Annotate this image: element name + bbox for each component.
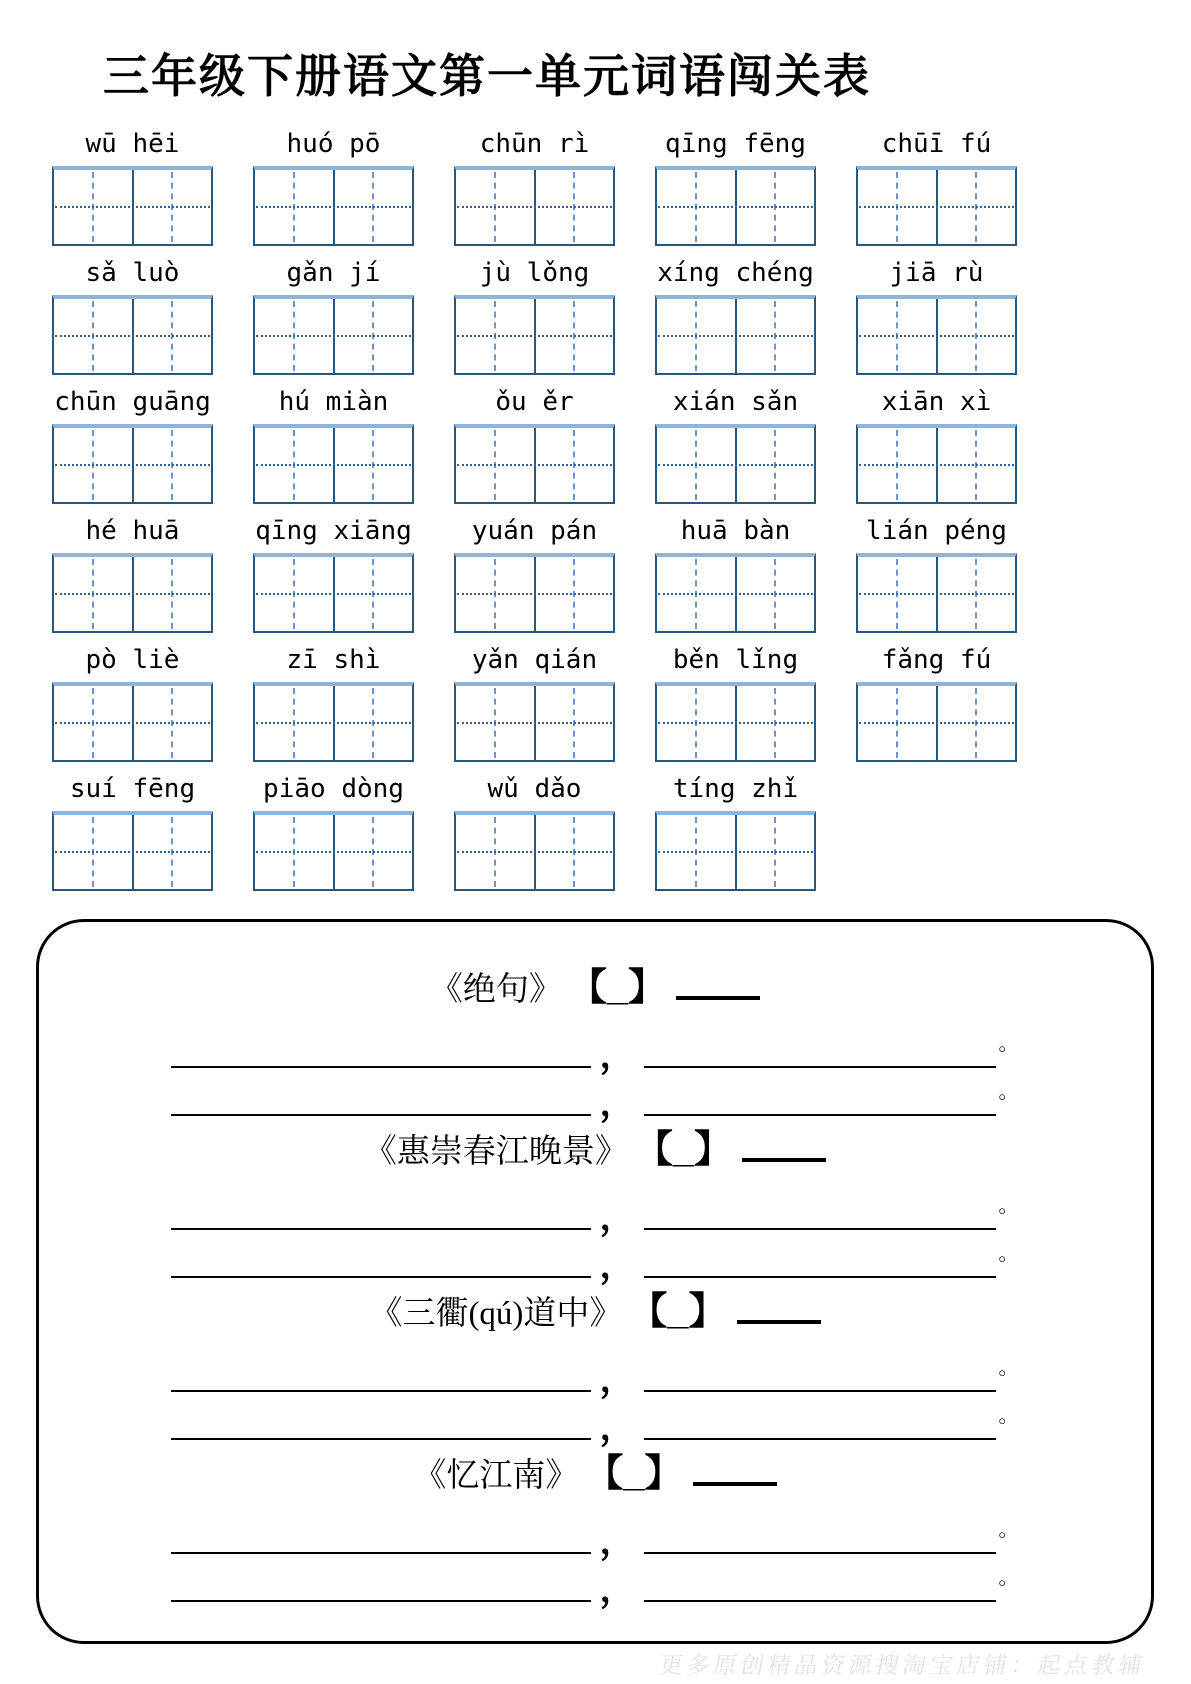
dynasty-bracket: 【_】 — [604, 1452, 683, 1495]
writing-cell[interactable] — [858, 170, 936, 244]
pinyin-label: zī shì — [286, 644, 381, 675]
word-unit — [655, 516, 816, 633]
writing-cell[interactable] — [735, 170, 815, 244]
pinyin-label: jù lǒng — [479, 257, 590, 288]
writing-cell[interactable] — [456, 557, 534, 631]
writing-cell[interactable] — [657, 815, 735, 889]
writing-cell[interactable] — [936, 299, 1016, 373]
pinyin-label: piāo dòng — [263, 773, 404, 804]
pinyin-label: yǎn qián — [471, 644, 598, 675]
writing-cell[interactable] — [858, 299, 936, 373]
word-unit — [253, 645, 414, 762]
pinyin-label: huó pō — [286, 128, 381, 159]
writing-cell[interactable] — [255, 170, 333, 244]
writing-grid[interactable] — [253, 295, 414, 375]
writing-cell[interactable] — [333, 299, 413, 373]
writing-cell[interactable] — [255, 299, 333, 373]
writing-cell[interactable] — [735, 686, 815, 760]
writing-cell[interactable] — [657, 686, 735, 760]
writing-grid[interactable] — [655, 424, 816, 504]
verse-line-row — [39, 1032, 1151, 1075]
writing-cell[interactable] — [255, 815, 333, 889]
writing-cell[interactable] — [858, 686, 936, 760]
writing-grid[interactable] — [655, 682, 816, 762]
writing-cell[interactable] — [735, 428, 815, 502]
writing-cell[interactable] — [534, 815, 614, 889]
writing-cell[interactable] — [333, 428, 413, 502]
word-row — [52, 645, 1032, 762]
page-title: 三年级下册语文第一单元词语闯关表 — [103, 51, 871, 102]
writing-cell[interactable] — [534, 170, 614, 244]
pinyin-label: yuán pán — [471, 515, 598, 546]
writing-grid[interactable] — [253, 166, 414, 246]
writing-cell[interactable] — [936, 686, 1016, 760]
writing-cell[interactable] — [132, 428, 212, 502]
pinyin-label: běn lǐng — [672, 644, 799, 675]
writing-grid[interactable] — [52, 682, 213, 762]
poem-title-row — [39, 1292, 1151, 1334]
verse-line-row — [39, 1194, 1151, 1237]
pinyin-label: tíng zhǐ — [672, 773, 799, 804]
word-unit — [253, 258, 414, 375]
writing-cell[interactable] — [132, 815, 212, 889]
verse-blank-line-left[interactable] — [171, 1568, 591, 1602]
writing-grid[interactable] — [253, 553, 414, 633]
writing-cell[interactable] — [735, 299, 815, 373]
comma-mark: ， — [599, 1406, 636, 1447]
word-unit — [52, 258, 213, 375]
pinyin-label: chūn guāng — [54, 386, 211, 417]
verse-blank-line-left[interactable] — [171, 1358, 591, 1392]
verse-blank-line-right[interactable] — [644, 1034, 996, 1068]
writing-cell[interactable] — [456, 428, 534, 502]
word-unit — [655, 645, 816, 762]
word-unit — [253, 129, 414, 246]
writing-cell[interactable] — [534, 686, 614, 760]
poem-block — [39, 1128, 1151, 1285]
watermark: 更多原创精品资源搜淘宝店铺：起点教辅 — [657, 1653, 1148, 1678]
writing-cell[interactable] — [255, 428, 333, 502]
verse-line-row — [39, 1518, 1151, 1561]
writing-cell[interactable] — [735, 557, 815, 631]
pinyin-label: jiā rù — [889, 257, 984, 288]
writing-cell[interactable] — [333, 170, 413, 244]
author-blank-line[interactable] — [737, 1294, 821, 1324]
word-row — [52, 774, 1032, 891]
word-unit — [52, 516, 213, 633]
writing-cell[interactable] — [936, 428, 1016, 502]
period-mark: 。 — [998, 1032, 1019, 1055]
writing-grid[interactable] — [454, 811, 615, 891]
writing-grid[interactable] — [52, 424, 213, 504]
word-row — [52, 516, 1032, 633]
word-unit — [655, 387, 816, 504]
writing-cell[interactable] — [534, 557, 614, 631]
verse-blank-line-right[interactable] — [644, 1520, 996, 1554]
writing-grid[interactable] — [454, 553, 615, 633]
writing-cell[interactable] — [132, 170, 212, 244]
writing-grid[interactable] — [253, 424, 414, 504]
writing-cell[interactable] — [735, 815, 815, 889]
dynasty-bracket: 【_】 — [653, 1128, 733, 1171]
verse-line-row — [39, 1356, 1151, 1399]
writing-cell[interactable] — [456, 815, 534, 889]
word-unit — [454, 645, 615, 762]
writing-cell[interactable] — [255, 557, 333, 631]
verse-line-row — [39, 1242, 1151, 1285]
writing-grid[interactable] — [454, 424, 615, 504]
writing-cell[interactable] — [54, 428, 132, 502]
author-blank-line[interactable] — [742, 1132, 826, 1162]
period-mark: 。 — [998, 1518, 1019, 1541]
writing-cell[interactable] — [54, 557, 132, 631]
writing-cell[interactable] — [534, 428, 614, 502]
pinyin-label: wǔ dǎo — [487, 773, 582, 804]
verse-blank-line-left[interactable] — [171, 1244, 591, 1278]
verse-blank-line-right[interactable] — [644, 1082, 996, 1116]
pinyin-label: huā bàn — [680, 515, 791, 546]
poem-title-row — [39, 1130, 1151, 1172]
word-unit — [52, 387, 213, 504]
pinyin-label: lián péng — [866, 515, 1007, 546]
poem-title-row — [39, 1454, 1151, 1496]
writing-grid[interactable] — [454, 295, 615, 375]
writing-grid[interactable] — [856, 682, 1017, 762]
dynasty-bracket: 【_】 — [648, 1290, 727, 1333]
writing-grid[interactable] — [856, 166, 1017, 246]
writing-cell[interactable] — [456, 686, 534, 760]
period-mark: 。 — [998, 1194, 1019, 1217]
period-mark: 。 — [998, 1404, 1019, 1427]
pinyin-label: wū hēi — [85, 128, 180, 159]
writing-cell[interactable] — [132, 299, 212, 373]
poem-block — [39, 966, 1151, 1123]
writing-cell[interactable] — [657, 428, 735, 502]
word-unit — [856, 129, 1017, 246]
writing-grid[interactable] — [655, 295, 816, 375]
writing-cell[interactable] — [657, 299, 735, 373]
writing-cell[interactable] — [858, 557, 936, 631]
poem-title-text: 《惠崇春江晚景》 — [363, 1133, 628, 1170]
writing-cell[interactable] — [132, 686, 212, 760]
writing-cell[interactable] — [534, 299, 614, 373]
writing-grid[interactable] — [655, 553, 816, 633]
writing-grid[interactable] — [856, 424, 1017, 504]
writing-cell[interactable] — [333, 686, 413, 760]
word-unit — [454, 258, 615, 375]
word-unit — [655, 774, 816, 891]
word-unit — [253, 516, 414, 633]
comma-mark: ， — [599, 1244, 636, 1285]
word-unit — [52, 129, 213, 246]
word-unit — [856, 645, 1017, 762]
writing-grid[interactable] — [52, 295, 213, 375]
verse-blank-line-left[interactable] — [171, 1196, 591, 1230]
writing-cell[interactable] — [657, 557, 735, 631]
writing-cell[interactable] — [858, 428, 936, 502]
period-mark: 。 — [998, 1242, 1019, 1265]
pinyin-label: hú miàn — [278, 386, 389, 417]
period-mark: 。 — [998, 1566, 1019, 1589]
writing-cell[interactable] — [657, 170, 735, 244]
comma-mark: ， — [599, 1568, 636, 1609]
writing-cell[interactable] — [936, 170, 1016, 244]
poem-title-text: 《忆江南》 — [413, 1457, 579, 1494]
writing-grid[interactable] — [856, 553, 1017, 633]
writing-cell[interactable] — [54, 686, 132, 760]
word-unit — [253, 774, 414, 891]
pinyin-label: hé huā — [85, 515, 180, 546]
word-unit — [454, 387, 615, 504]
verse-blank-line-left[interactable] — [171, 1082, 591, 1116]
verse-blank-line-right[interactable] — [644, 1568, 996, 1602]
word-unit — [655, 258, 816, 375]
verse-blank-line-right[interactable] — [644, 1244, 996, 1278]
writing-cell[interactable] — [333, 557, 413, 631]
word-row — [52, 258, 1032, 375]
poem-title-text: 《三衢(qú)道中》 — [369, 1295, 623, 1332]
word-unit — [856, 516, 1017, 633]
verse-line-row — [39, 1566, 1151, 1609]
writing-grid[interactable] — [253, 682, 414, 762]
verse-blank-line-left[interactable] — [171, 1406, 591, 1440]
writing-grid[interactable] — [454, 682, 615, 762]
comma-mark: ， — [599, 1196, 636, 1237]
poem-block — [39, 1290, 1151, 1447]
comma-mark: ， — [599, 1520, 636, 1561]
writing-grid[interactable] — [856, 295, 1017, 375]
word-unit — [253, 387, 414, 504]
poem-block — [39, 1452, 1151, 1609]
comma-mark: ， — [599, 1082, 636, 1123]
word-unit — [52, 645, 213, 762]
writing-grid[interactable] — [253, 811, 414, 891]
pinyin-label: qīng xiāng — [255, 515, 412, 546]
word-row — [52, 129, 1032, 246]
writing-grid[interactable] — [52, 811, 213, 891]
writing-cell[interactable] — [936, 557, 1016, 631]
comma-mark: ， — [599, 1034, 636, 1075]
period-mark: 。 — [998, 1080, 1019, 1103]
verse-blank-line-left[interactable] — [171, 1520, 591, 1554]
verse-blank-line-right[interactable] — [644, 1196, 996, 1230]
word-unit — [655, 129, 816, 246]
writing-grid[interactable] — [655, 811, 816, 891]
writing-cell[interactable] — [456, 170, 534, 244]
pinyin-label: xiān xì — [881, 386, 992, 417]
pinyin-label: ǒu ěr — [495, 386, 574, 417]
word-unit — [454, 774, 615, 891]
pinyin-label: chūī fú — [881, 128, 992, 159]
writing-cell[interactable] — [255, 686, 333, 760]
pinyin-label: qīng fēng — [665, 128, 806, 159]
pinyin-label: fǎng fú — [881, 644, 992, 675]
verse-blank-line-right[interactable] — [644, 1358, 996, 1392]
writing-grid[interactable] — [454, 166, 615, 246]
pinyin-label: chūn rì — [479, 128, 590, 159]
comma-mark: ， — [599, 1358, 636, 1399]
poem-section — [36, 919, 1154, 1644]
word-unit — [454, 129, 615, 246]
pinyin-label: gǎn jí — [286, 257, 381, 288]
word-grid — [52, 129, 1032, 891]
word-unit — [856, 258, 1017, 375]
pinyin-label: pò liè — [85, 644, 180, 675]
word-unit — [454, 516, 615, 633]
poem-title-row — [39, 968, 1151, 1010]
writing-cell[interactable] — [54, 299, 132, 373]
pinyin-label: suí fēng — [69, 773, 196, 804]
verse-line-row — [39, 1080, 1151, 1123]
verse-blank-line-left[interactable] — [171, 1034, 591, 1068]
writing-grid[interactable] — [655, 166, 816, 246]
author-blank-line[interactable] — [693, 1456, 777, 1486]
author-blank-line[interactable] — [676, 970, 760, 1000]
writing-cell[interactable] — [54, 815, 132, 889]
poem-title-text: 《绝句》 — [429, 971, 562, 1008]
pinyin-label: xíng chéng — [657, 257, 814, 288]
writing-cell[interactable] — [54, 170, 132, 244]
period-mark: 。 — [998, 1356, 1019, 1379]
writing-grid[interactable] — [52, 166, 213, 246]
pinyin-label: xián sǎn — [672, 386, 799, 417]
pinyin-label: sǎ luò — [85, 257, 180, 288]
word-row — [52, 387, 1032, 504]
verse-blank-line-right[interactable] — [644, 1406, 996, 1440]
dynasty-bracket: 【_】 — [587, 966, 667, 1009]
writing-cell[interactable] — [456, 299, 534, 373]
writing-cell[interactable] — [333, 815, 413, 889]
word-unit — [52, 774, 213, 891]
verse-line-row — [39, 1404, 1151, 1447]
writing-grid[interactable] — [52, 553, 213, 633]
writing-cell[interactable] — [132, 557, 212, 631]
word-unit — [856, 387, 1017, 504]
